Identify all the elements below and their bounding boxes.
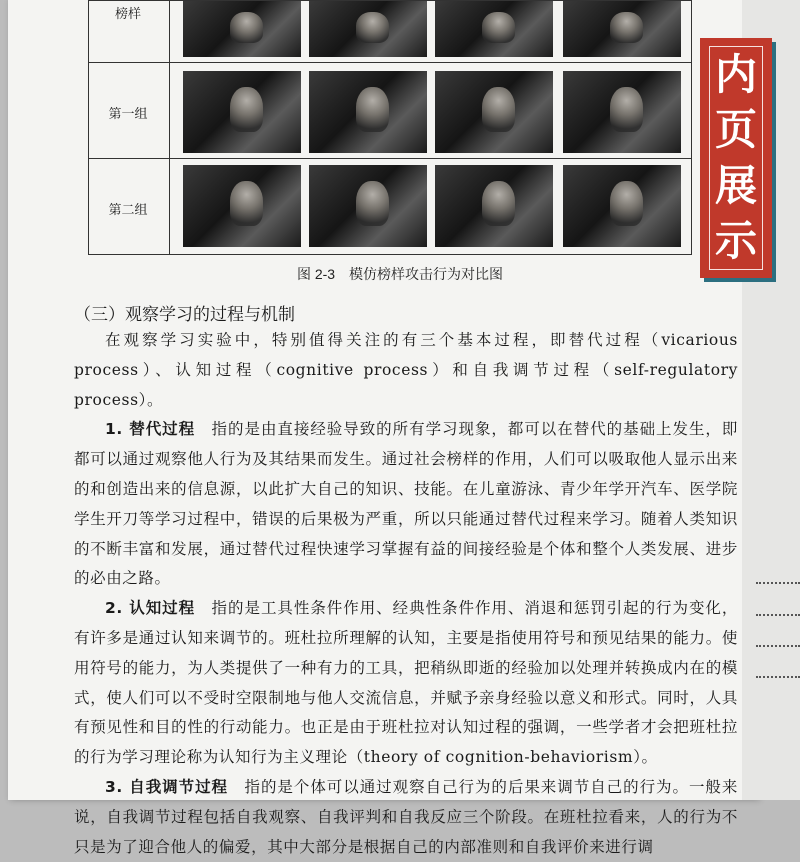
figure-photo xyxy=(183,1,301,57)
figure-row-model xyxy=(89,1,691,63)
paragraph-text: 指的是工具性条件作用、经典性条件作用、消退和惩罚引起的行为变化，有许多是通过认知来调节的。班杜拉所理解的认知，主要是指使用符号和预见结果的能力。使用符号的能力，为人类提供了一种有力的工具，把稍纵即逝的经验加以处理并转换成内在的模式，使人们可以不受时空限制地与他人交流信息，并赋予亲身经验以意义和形式。同时，人具有预见性和目的性的行动能力。也正是由于班杜拉对认知过程的强调，一些学者才会把班杜拉的行为学习理论称为认知行为主义理论（theory of cognition-behaviorism）。 xyxy=(74,599,738,767)
figure-photo xyxy=(183,165,301,247)
term-cognitive: 2. 认知过程 xyxy=(105,599,196,618)
book-page xyxy=(8,0,758,856)
dotted-rule xyxy=(756,676,800,678)
figure-photo xyxy=(309,71,427,153)
dotted-rule xyxy=(756,582,800,584)
paragraph-text: 指的是由直接经验导致的所有学习现象，都可以在替代的基础上发生，即都可以通过观察他人行为及其结果而发生。通过社会榜样的作用，人们可以吸取他人显示出来的和创造出来的信息源，以此扩大自己的知识、技能。在儿童游泳、青少年学开汽车、医学院学生开刀等学习过程中，错误的后果极为严重，所以只能通过替代过程来学习。随着人类知识的不断丰富和发展，通过替代过程快速学习掌握有益的间接经验是个体和整个人类发展、进步的必由之路。 xyxy=(74,420,738,588)
banner-char: 展 xyxy=(714,160,757,210)
body-text xyxy=(74,326,738,862)
figure-photo xyxy=(309,1,427,57)
figure-row-group2 xyxy=(89,159,691,254)
figure-photo xyxy=(183,71,301,153)
term-self-regulatory: 3. 自我调节过程 xyxy=(105,777,229,796)
figure-photo xyxy=(563,165,681,247)
banner-char: 页 xyxy=(714,105,757,155)
banner-char: 示 xyxy=(714,216,757,266)
figure-photo xyxy=(435,1,553,57)
figure-row-label: 第二组 xyxy=(108,202,148,217)
intro-paragraph: 在观察学习实验中，特别值得关注的有三个基本过程，即替代过程（vicarious process）、认知过程（cognitive process）和自我调节过程（self-regulatory process）。 xyxy=(74,331,738,409)
promo-banner xyxy=(700,38,772,278)
figure-photo xyxy=(563,1,681,57)
dotted-rule xyxy=(756,645,800,647)
figure-table xyxy=(88,0,692,255)
paragraph-cognitive xyxy=(74,594,738,773)
paragraph-vicarious xyxy=(74,415,738,594)
paragraph-self-regulatory xyxy=(74,773,738,862)
figure-photo xyxy=(435,71,553,153)
figure-row-label: 榜样 xyxy=(114,6,141,21)
term-vicarious: 1. 替代过程 xyxy=(105,420,196,439)
figure-photo xyxy=(309,165,427,247)
paragraph-text: 指的是个体可以通过观察自己行为的后果来调节自己的行为。一般来说，自我调节过程包括自我观察、自我评判和自我反应三个阶段。在班杜拉看来，人的行为不只是为了迎合他人的偏爱，其中大部分是根据自己的内部准则和自我评价来进行调 xyxy=(74,777,738,856)
section-heading: （三）观察学习的过程与机制 xyxy=(74,305,295,325)
figure-caption: 图 2-3 模仿榜样攻击行为对比图 xyxy=(296,266,504,282)
banner-char: 内 xyxy=(714,49,757,99)
figure-photo xyxy=(435,165,553,247)
figure-photo xyxy=(563,71,681,153)
figure-row-group1 xyxy=(89,63,691,159)
figure-row-label: 第一组 xyxy=(108,106,148,121)
dotted-rule xyxy=(756,614,800,616)
